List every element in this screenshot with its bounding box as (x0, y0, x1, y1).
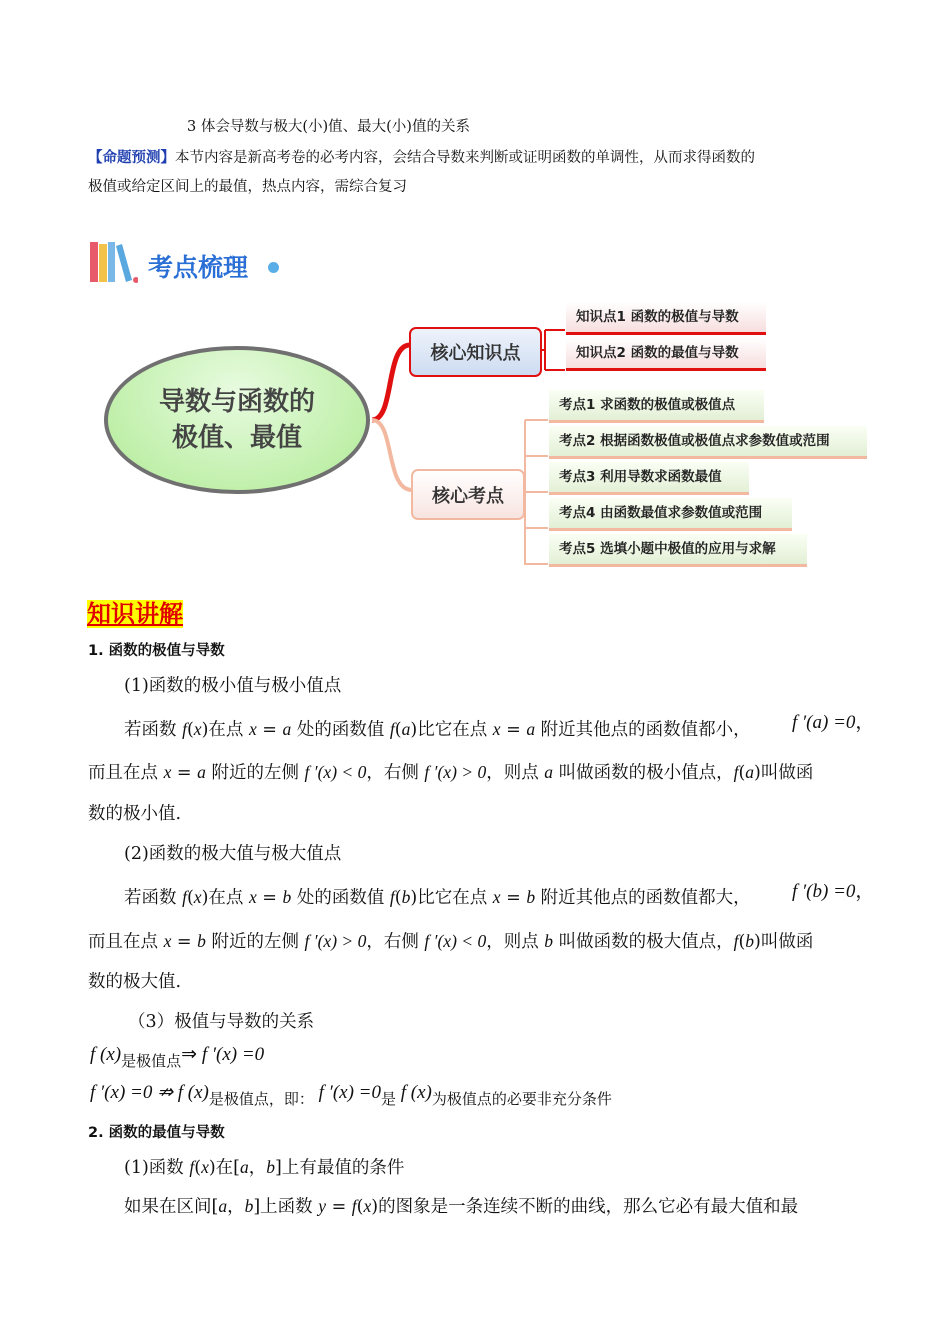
center-title-line2: 极值、最值 (171, 423, 302, 453)
text-segment: 如果在区间[ (124, 1197, 219, 1217)
text-segment: ( (394, 720, 402, 740)
text-segment: 附近其他点的函数值都大， (535, 888, 751, 908)
text-segment: ( (738, 932, 746, 952)
text-segment: ( (186, 888, 194, 908)
text-segment: = (326, 1197, 352, 1217)
math-symbol: a (218, 1196, 228, 1216)
prediction-text-2: 极值或给定区间上的最值，热点内容，需综合复习 (88, 179, 407, 195)
text-segment: )比它在点 (410, 720, 493, 740)
text-segment: 数的极小值. (88, 804, 182, 824)
math-symbol: b (526, 887, 536, 907)
text-segment: （3）极值与导数的关系 (128, 1012, 315, 1032)
math-symbol: b (745, 931, 755, 951)
math-symbol: f (189, 1157, 195, 1177)
text-segment: 是 (381, 1092, 397, 1108)
text-segment: ，则点 (486, 932, 545, 952)
text-segment: )在[ (208, 1158, 240, 1178)
math-symbol: x (193, 719, 202, 739)
text-line (88, 759, 813, 784)
math-symbol: a (401, 719, 411, 739)
text-segment: ，则点 (486, 763, 545, 783)
text-segment: ( (194, 1158, 202, 1178)
objective-line: 3 体会导数与极大(小)值、最大(小)值的关系 (187, 119, 470, 135)
text-segment: 附近的左侧 (205, 763, 305, 783)
text-segment: (2)函数的极大值与极大值点 (124, 844, 342, 864)
text-line (124, 1193, 798, 1218)
text-line (88, 639, 225, 660)
math-symbol: y (318, 1196, 326, 1216)
math-symbol: x (492, 887, 501, 907)
math-symbol: a (745, 762, 755, 782)
math-symbol: f ′(x) < 0 (304, 762, 367, 782)
text-segment: ，右侧 (366, 763, 425, 783)
math-symbol: a (197, 762, 206, 782)
text-segment: = (256, 888, 283, 908)
math-symbol: f ′(a) =0 (792, 712, 856, 733)
text-segment: 1. 函数的极值与导数 (88, 643, 225, 659)
text-segment: 若函数 (124, 888, 183, 908)
text-segment: 数的极大值. (88, 972, 182, 992)
math-symbol: f ′(x) < 0 (424, 931, 487, 951)
text-segment: ，右侧 (366, 932, 425, 952)
text-segment: ( (738, 763, 746, 783)
text-segment: ， (248, 1158, 267, 1178)
text-line (124, 672, 341, 697)
text-segment: 处的函数值 (291, 720, 390, 740)
math-symbol: f (389, 887, 395, 907)
text-line (124, 1154, 404, 1179)
text-segment: 为极值点的必要非充分条件 (431, 1092, 612, 1108)
branch-core-knowledge: 核心知识点 (409, 327, 542, 377)
math-symbol: x (492, 719, 501, 739)
text-segment: 2. 函数的最值与导数 (88, 1125, 225, 1141)
math-symbol: f ′(x) > 0 (304, 931, 367, 951)
text-line (88, 968, 181, 993)
text-segment: 叫做函数的极大值点， (553, 932, 734, 952)
exam-point-5: 考点5 选填小题中极值的应用与求解 (549, 534, 807, 567)
text-line (792, 876, 874, 903)
math-symbol: b (544, 931, 554, 951)
math-symbol: x (163, 762, 172, 782)
math-symbol: f (x) (90, 1044, 122, 1065)
text-segment: ( (394, 888, 402, 908)
text-segment: (1)函数的极小值与极小值点 (124, 676, 342, 696)
text-segment: ， (855, 881, 875, 902)
text-line (88, 928, 813, 953)
math-symbol: a (526, 719, 536, 739)
exam-point-2: 考点2 根据函数极值或极值点求参数值或范围 (549, 426, 867, 459)
math-symbol: f (733, 762, 739, 782)
knowledge-section-title (87, 594, 183, 629)
math-symbol: f (x) (396, 1082, 432, 1103)
text-segment: ( (356, 1197, 364, 1217)
text-line (88, 1121, 225, 1142)
math-symbol: x (193, 887, 202, 907)
text-segment: ( (186, 720, 194, 740)
math-symbol: b (244, 1196, 254, 1216)
text-segment: 附近其他点的函数值都小， (535, 720, 751, 740)
text-segment: ， (855, 712, 875, 733)
math-symbol: b (401, 887, 411, 907)
math-symbol: f (733, 931, 739, 951)
text-segment: = (500, 888, 527, 908)
math-symbol: b (197, 931, 206, 951)
text-segment: 而且在点 (88, 932, 164, 952)
text-segment: 叫做函数的极小值点， (553, 763, 734, 783)
text-segment: )在点 (201, 720, 249, 740)
text-segment: ]上函数 (253, 1197, 319, 1217)
text-segment: (1)函数 (124, 1158, 190, 1178)
text-line (124, 840, 341, 865)
knowledge-title-text: 知识讲解 (87, 600, 183, 628)
text-line (88, 800, 181, 825)
text-line (124, 716, 751, 741)
text-segment: )在点 (201, 888, 249, 908)
math-symbol: x (248, 719, 257, 739)
text-segment: 若函数 (124, 720, 183, 740)
text-line (90, 1081, 612, 1108)
math-symbol: x (363, 1196, 372, 1216)
text-segment: ⇒ (181, 1044, 202, 1065)
text-segment: 是极值点，即： (208, 1092, 314, 1108)
prediction-text: 本节内容是新高考卷的必考内容，会结合导数来判断或证明函数的单调性，从而求得函数的 (175, 150, 755, 166)
math-symbol: f ′(b) =0 (792, 881, 856, 902)
math-symbol: b (282, 887, 292, 907)
text-segment: )的图象是一条连续不断的曲线，那么它必有最大值和最 (371, 1197, 799, 1217)
exam-point-4: 考点4 由函数最值求参数值或范围 (549, 498, 792, 531)
text-segment: )叫做函 (754, 763, 814, 783)
text-segment: = (171, 932, 198, 952)
math-symbol: x (201, 1157, 209, 1177)
text-segment: = (256, 720, 283, 740)
math-symbol: f (182, 719, 187, 739)
text-segment: )比它在点 (410, 888, 493, 908)
knowledge-point-1: 知识点1 函数的极值与导数 (566, 302, 766, 335)
text-segment: 是极值点 (121, 1054, 182, 1070)
math-symbol: b (266, 1157, 275, 1177)
math-symbol: f (182, 887, 187, 907)
text-segment: 附近的左侧 (205, 932, 305, 952)
text-segment: = (500, 720, 527, 740)
math-symbol: f (351, 1196, 357, 1216)
math-symbol: f ′(x) > 0 (424, 762, 487, 782)
math-symbol: x (248, 887, 257, 907)
math-symbol: a (240, 1157, 249, 1177)
text-segment: )叫做函 (754, 932, 814, 952)
math-symbol: f ′(x) =0 (313, 1082, 381, 1103)
exam-point-1: 考点1 求函数的极值或极值点 (549, 390, 764, 423)
text-segment: 而且在点 (88, 763, 164, 783)
branch-core-exam-points: 核心考点 (411, 469, 525, 520)
knowledge-point-2: 知识点2 函数的最值与导数 (566, 338, 766, 371)
exam-point-3: 考点3 利用导数求函数最值 (549, 462, 749, 495)
mindmap-center-node (104, 346, 370, 494)
math-symbol: f ′(x) =0 (201, 1044, 265, 1065)
text-line (90, 1043, 265, 1070)
banner-title: 考点梳理 (148, 253, 249, 282)
math-symbol: x (163, 931, 172, 951)
math-symbol: f ′(x) =0 ⇏ f (x) (90, 1082, 209, 1103)
text-line (792, 707, 874, 734)
text-segment: = (171, 763, 198, 783)
text-line (124, 884, 751, 909)
math-symbol: a (282, 719, 292, 739)
center-title-line1: 导数与函数的 (158, 387, 315, 417)
text-segment: 处的函数值 (291, 888, 390, 908)
text-line (128, 1008, 314, 1033)
text-segment: ， (227, 1197, 245, 1217)
prediction-label: 【命题预测】 (88, 149, 175, 166)
text-segment: ]上有最值的条件 (275, 1158, 405, 1178)
math-symbol: f (389, 719, 395, 739)
math-symbol: a (544, 762, 554, 782)
